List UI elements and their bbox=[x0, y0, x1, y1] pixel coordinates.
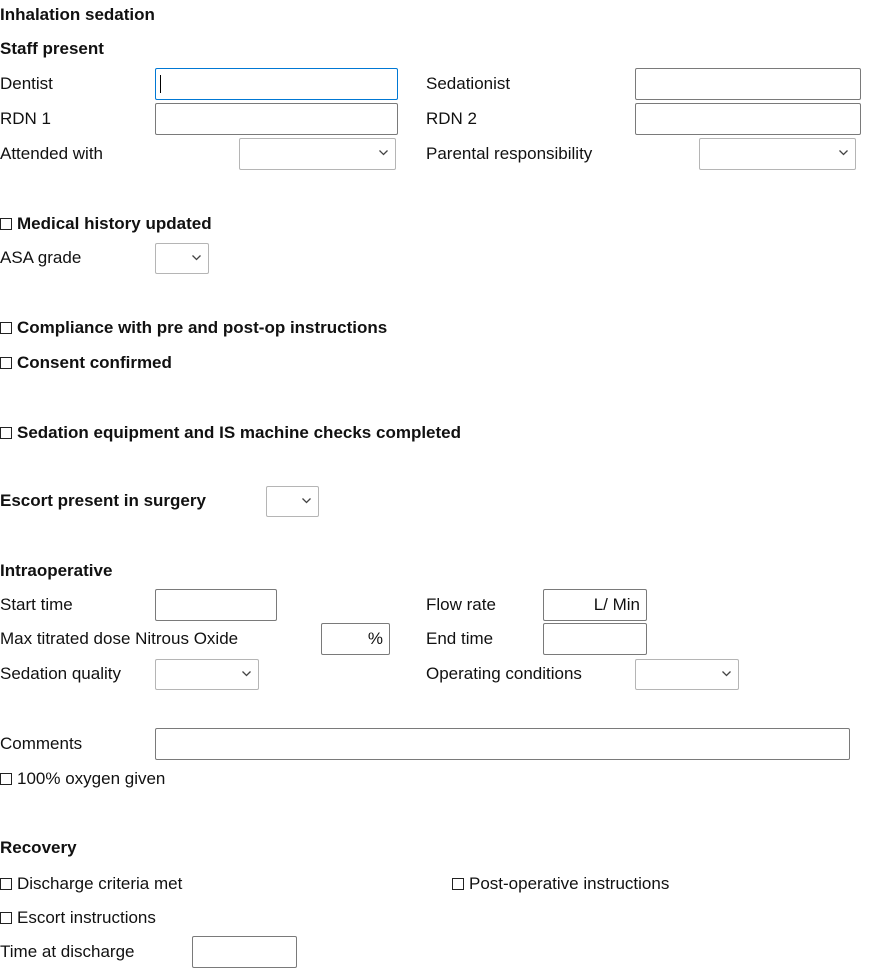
staff-present-heading: Staff present bbox=[0, 39, 104, 58]
end-time-label: End time bbox=[426, 629, 494, 648]
comments-label: Comments bbox=[0, 734, 83, 753]
comments-input[interactable] bbox=[155, 728, 850, 760]
flow-rate-unit: L/ Min bbox=[593, 595, 640, 614]
checkbox-box[interactable] bbox=[0, 427, 12, 439]
consent-checkbox[interactable] bbox=[0, 353, 172, 373]
sedationist-label: Sedationist bbox=[426, 74, 511, 93]
operating-conditions-label: Operating conditions bbox=[426, 664, 582, 683]
operating-conditions-select[interactable] bbox=[635, 659, 739, 690]
consent-label: Consent confirmed bbox=[17, 353, 172, 372]
chevron-down-icon bbox=[301, 496, 312, 505]
dentist-label: Dentist bbox=[0, 74, 53, 93]
sedation-quality-label: Sedation quality bbox=[0, 664, 121, 683]
start-time-label: Start time bbox=[0, 595, 73, 614]
discharge-criteria-checkbox[interactable] bbox=[0, 874, 182, 894]
parental-responsibility-select[interactable] bbox=[699, 138, 856, 170]
asa-grade-label: ASA grade bbox=[0, 248, 82, 267]
compliance-checkbox[interactable] bbox=[0, 318, 387, 338]
oxygen-given-label: 100% oxygen given bbox=[17, 769, 166, 788]
text-caret bbox=[160, 75, 161, 93]
intraoperative-heading: Intraoperative bbox=[0, 561, 113, 580]
dentist-input[interactable] bbox=[155, 68, 398, 100]
parental-responsibility-label: Parental responsibility bbox=[426, 144, 593, 163]
max-dose-input[interactable] bbox=[321, 623, 390, 655]
checkbox-box[interactable] bbox=[452, 878, 464, 890]
asa-grade-select[interactable] bbox=[155, 243, 209, 274]
medical-history-checkbox[interactable] bbox=[0, 214, 212, 234]
flow-rate-input[interactable] bbox=[543, 589, 647, 621]
chevron-down-icon bbox=[378, 148, 389, 157]
time-at-discharge-input[interactable] bbox=[192, 936, 297, 968]
chevron-down-icon bbox=[241, 669, 252, 678]
attended-with-select[interactable] bbox=[239, 138, 396, 170]
discharge-criteria-label: Discharge criteria met bbox=[17, 874, 183, 893]
sedation-quality-select[interactable] bbox=[155, 659, 259, 690]
page-title: Inhalation sedation bbox=[0, 5, 155, 24]
sedationist-input[interactable] bbox=[635, 68, 861, 100]
start-time-input[interactable] bbox=[155, 589, 277, 621]
checkbox-box[interactable] bbox=[0, 773, 12, 785]
checkbox-box[interactable] bbox=[0, 218, 12, 230]
recovery-heading: Recovery bbox=[0, 838, 77, 857]
chevron-down-icon bbox=[721, 669, 732, 678]
chevron-down-icon bbox=[838, 148, 849, 157]
time-at-discharge-label: Time at discharge bbox=[0, 942, 135, 961]
escort-present-select[interactable] bbox=[266, 486, 319, 517]
checkbox-box[interactable] bbox=[0, 322, 12, 334]
end-time-input[interactable] bbox=[543, 623, 647, 655]
oxygen-given-checkbox[interactable] bbox=[0, 769, 165, 789]
post-op-instructions-label: Post-operative instructions bbox=[469, 874, 670, 893]
checkbox-box[interactable] bbox=[0, 878, 12, 890]
rdn2-label: RDN 2 bbox=[426, 109, 478, 128]
equipment-checks-label: Sedation equipment and IS machine checks completed bbox=[17, 423, 462, 442]
medical-history-label: Medical history updated bbox=[17, 214, 212, 233]
escort-instructions-label: Escort instructions bbox=[17, 908, 156, 927]
attended-with-label: Attended with bbox=[0, 144, 104, 163]
post-op-instructions-checkbox[interactable] bbox=[452, 874, 669, 894]
flow-rate-label: Flow rate bbox=[426, 595, 496, 614]
percent-unit: % bbox=[367, 629, 383, 648]
chevron-down-icon bbox=[191, 253, 202, 262]
rdn2-input[interactable] bbox=[635, 103, 861, 135]
rdn1-label: RDN 1 bbox=[0, 109, 52, 128]
compliance-label: Compliance with pre and post-op instructions bbox=[17, 318, 388, 337]
max-dose-label: Max titrated dose Nitrous Oxide bbox=[0, 629, 239, 648]
rdn1-input[interactable] bbox=[155, 103, 398, 135]
escort-instructions-checkbox[interactable] bbox=[0, 908, 156, 928]
equipment-checks-checkbox[interactable] bbox=[0, 423, 461, 443]
escort-present-label: Escort present in surgery bbox=[0, 491, 206, 510]
checkbox-box[interactable] bbox=[0, 912, 12, 924]
checkbox-box[interactable] bbox=[0, 357, 12, 369]
